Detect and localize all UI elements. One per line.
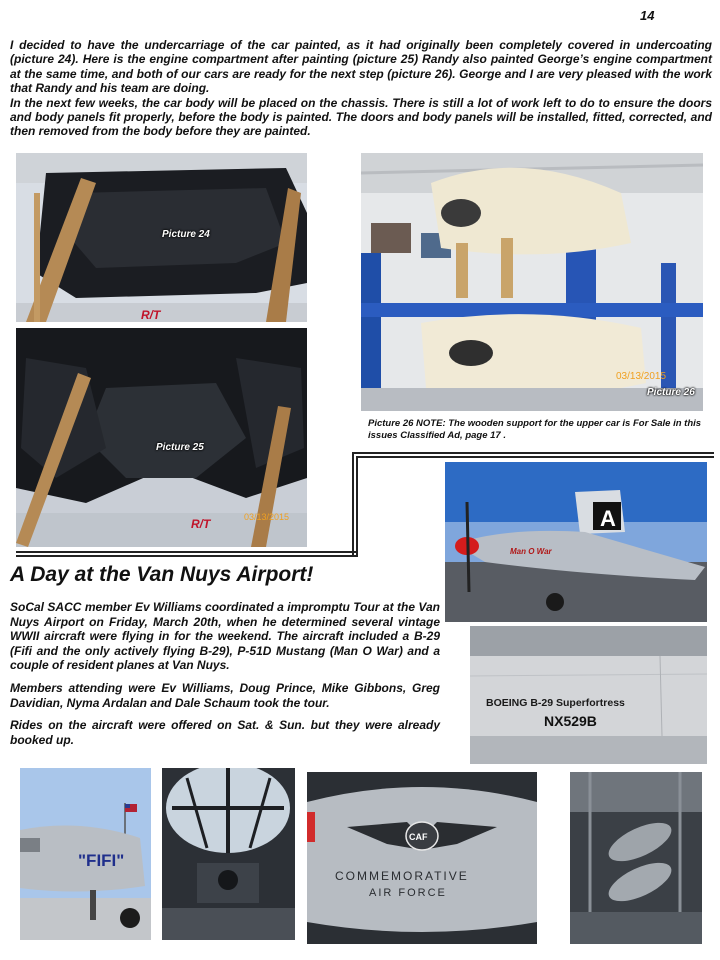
cockpit-photo [162,768,295,940]
mustang-photo [445,462,707,622]
picture-26-date: 03/13/2015 [616,371,667,382]
caf-logo-photo [307,772,537,944]
article-heading: A Day at the Van Nuys Airport! [10,563,314,586]
divider-line [352,452,714,454]
picture-25-photo [16,328,307,547]
intro-paragraph-1: I decided to have the undercarriage of the car painted, as it had originally been completely covered in undercoating (picture 24). Here is the engine compartment after painting (picture 25) Randy also painted George’s engine compartment at the same time, and both of our cars are ready for the next step (picture 26). George and I are very pleased with the work that Randy and his team are doing. [10,38,712,96]
bomb-bay-photo [570,772,702,944]
article-paragraph-3: Rides on the aircraft were offered on Sat. & Sun. but they were already booked up. [10,718,440,747]
mustang-tail-letter: A [600,506,616,531]
picture-25-caption: Picture 25 [156,442,204,453]
divider-line [16,555,358,557]
picture-24-caption: Picture 24 [162,229,210,240]
article-paragraph-2: Members attending were Ev Williams, Doug Prince, Mike Gibbons, Greg Davidian, Nyma Ardalan and Dale Schaum took the tour. [10,680,440,710]
mustang-nose-name: Man O War [510,547,552,556]
picture-26-photo [361,153,703,411]
divider-line [16,551,358,553]
picture-25-date: 03/13/2015 [244,512,290,522]
picture-26-caption: Picture 26 [647,387,695,398]
b29-side-photo [470,626,707,764]
article-paragraph-1: SoCal SACC member Ev Williams coordinated a impromptu Tour at the Van Nuys Airport on Friday, March 20th, when he determined several vintage WWII aircraft were flying in for the weekend. The aircraft included a B-29 (Fifi and the only actively flying B-29), P-51D Mustang (Man O War) and a couple of resident planes at Van Nuys. [10,600,440,673]
divider-line [356,456,358,557]
divider-line [352,452,354,555]
caf-logo-text: CAF [409,832,428,842]
b29-registration-text: NX529B [544,713,597,729]
b29-model-text: BOEING B-29 Superfortress [486,697,625,709]
picture-24-watermark: R/T [141,308,161,322]
fifi-nose-name: "FIFI" [78,851,125,870]
intro-text [10,38,712,139]
fifi-nose-photo [20,768,151,940]
picture-24-photo [16,153,307,322]
picture-25-watermark: R/T [191,517,211,531]
intro-paragraph-2: In the next few weeks, the car body will be placed on the chassis. There is still a lot of work left to do to ensure the doors and body panels fit properly, before the body is painted. The doors and body panels will be installed, fitted, corrected, and then removed from the body before they are painted. [10,95,712,139]
page-number: 14 [640,8,655,23]
divider-line [356,456,714,458]
picture-26-note: Picture 26 NOTE: The wooden support for the upper car is For Sale in this issues Classified Ad, page 17 . [368,418,702,441]
article-body [10,600,440,755]
caf-line-1: COMMEMORATIVE [335,869,469,883]
caf-line-2: AIR FORCE [369,887,447,899]
